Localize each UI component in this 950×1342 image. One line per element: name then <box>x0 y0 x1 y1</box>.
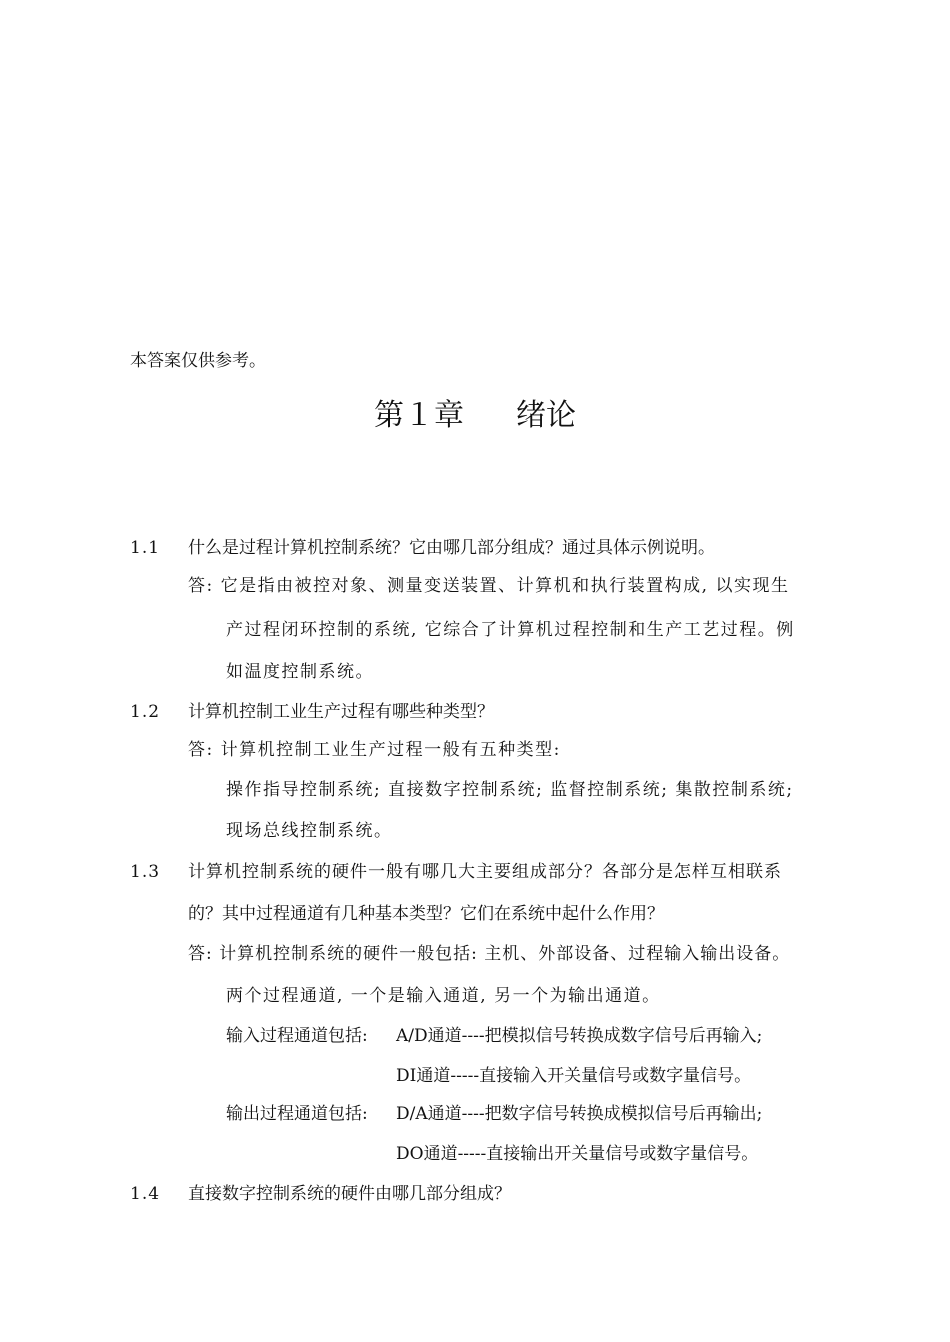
chapter-number: 第１章 <box>374 398 464 433</box>
question-text: 计算机控制系统的硬件一般有哪几大主要组成部分？各部分是怎样互相联系 <box>188 862 782 882</box>
question-number: 1.4 <box>130 1184 161 1204</box>
answer-line: 答: 它是指由被控对象、测量变送装置、计算机和执行装置构成, 以实现生 <box>188 576 790 596</box>
input-channel-ad: A/D通道----把模拟信号转换成数字信号后再输入; <box>396 1026 763 1046</box>
question-number: 1.1 <box>130 538 161 558</box>
chapter-heading <box>0 396 950 436</box>
disclaimer-note: 本答案仅供参考。 <box>130 351 266 371</box>
output-channel-label: 输出过程通道包括: <box>226 1104 368 1124</box>
question-text: 计算机控制工业生产过程有哪些种类型？ <box>188 702 494 722</box>
output-channel-da: D/A通道----把数字信号转换成模拟信号后再输出; <box>396 1104 763 1124</box>
answer-line: 产过程闭环控制的系统, 它综合了计算机过程控制和生产工艺过程。例 <box>226 620 795 640</box>
answer-line: 操作指导控制系统; 直接数字控制系统; 监督控制系统; 集散控制系统; <box>226 780 794 800</box>
question-text: 直接数字控制系统的硬件由哪几部分组成？ <box>188 1184 511 1204</box>
question-number: 1.3 <box>130 862 161 882</box>
output-channel-do: DO通道-----直接输出开关量信号或数字量信号。 <box>396 1144 759 1164</box>
chapter-title: 绪论 <box>516 398 576 433</box>
answer-line: 如温度控制系统。 <box>226 662 374 682</box>
question-text: 什么是过程计算机控制系统？它由哪几部分组成？通过具体示例说明。 <box>188 538 715 558</box>
question-number: 1.2 <box>130 702 161 722</box>
answer-line: 两个过程通道, 一个是输入通道, 另一个为输出通道。 <box>226 986 661 1006</box>
answer-line: 答: 计算机控制系统的硬件一般包括: 主机、外部设备、过程输入输出设备。 <box>188 944 791 964</box>
answer-line: 答: 计算机控制工业生产过程一般有五种类型: <box>188 740 561 760</box>
input-channel-label: 输入过程通道包括: <box>226 1026 368 1046</box>
answer-line: 现场总线控制系统。 <box>226 821 393 841</box>
question-text: 的？其中过程通道有几种基本类型？它们在系统中起什么作用？ <box>188 904 664 924</box>
input-channel-di: DI通道-----直接输入开关量信号或数字量信号。 <box>396 1066 752 1086</box>
